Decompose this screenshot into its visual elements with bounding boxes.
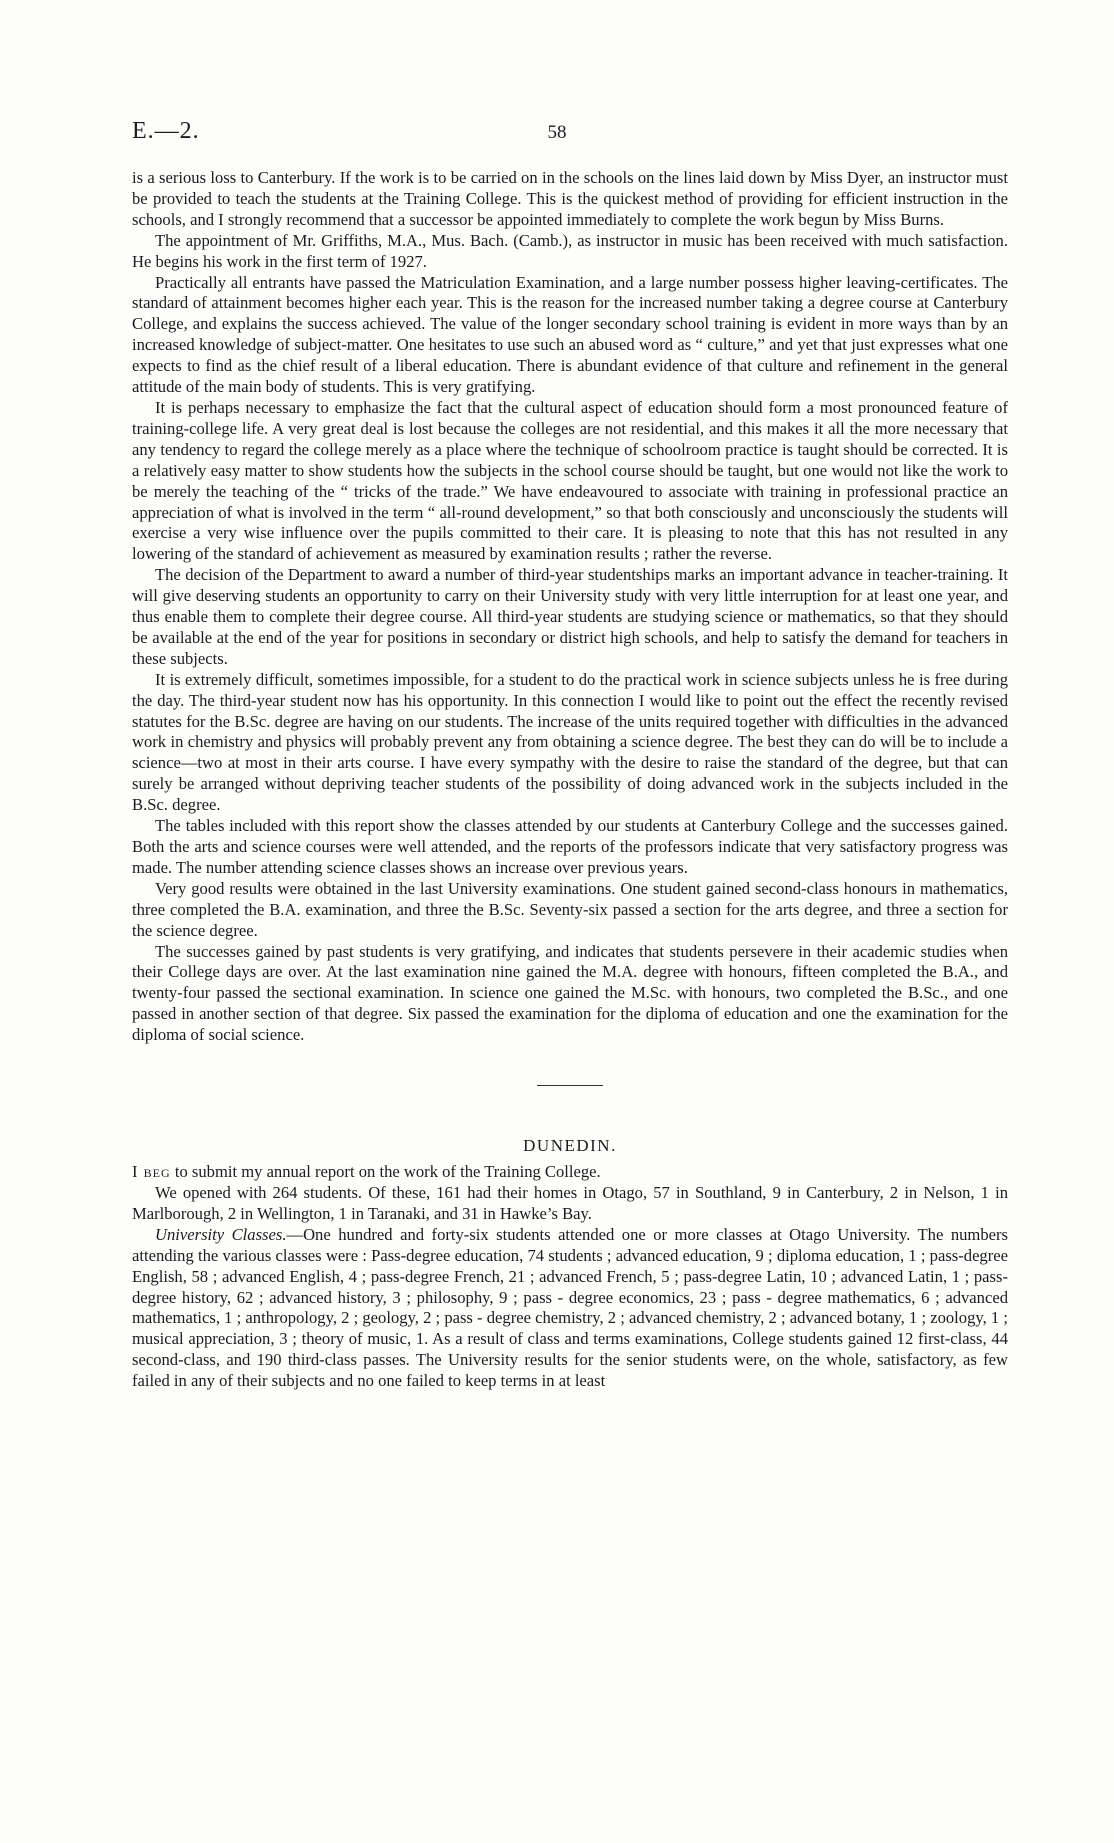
- paragraph: is a serious loss to Canterbury. If the work is to be carried on in the schools on the lines laid down by Miss Dyer, an instructor must be provided to teach the students at the Training College. This is the quickest method of providing for efficient instruction in the schools, and I strongly recommend that a successor be appointed immediately to complete the work begun by Miss Burns.: [132, 168, 1008, 229]
- page-number: 58: [547, 122, 567, 143]
- document-reference: E.—2.: [132, 118, 200, 144]
- section-heading: DUNEDIN.: [523, 1136, 617, 1156]
- page-body: [132, 168, 1008, 1392]
- paragraph: It is perhaps necessary to emphasize the fact that the cultural aspect of education should form a most pronounced feature of training-college life. A very great deal is lost because the colleges are not residential, and this makes it all the more necessary that any tendency to regard the college merely as a place where the technique of schoolroom practice is taught should be corrected. It is a relatively easy matter to show students how the subjects in the school course should be taught, but one would not like the work to be merely the teaching of the “ tricks of the trade.” We have endeavoured to associate with training in professional practice an appreciation of what is involved in the term “ all-round development,” so that both consciously and unconsciously the students will exercise a very wise influence over the pupils committed to their care. It is pleasing to note that this has not resulted in any lowering of the standard of achievement as measured by examination results ; rather the reverse.: [132, 397, 1008, 564]
- subheading: University Classes.: [155, 1224, 287, 1244]
- paragraph: Practically all entrants have passed the Matriculation Examination, and a large number possess higher leaving-certificates. The standard of attainment becomes higher each year. This is the reason for the increased number taking a degree course at Canterbury College, and explains the success achieved. The value of the longer secondary school training is evident in more ways than by an increased knowledge of subject-matter. One hesitates to use such an abused word as “ culture,” and yet that just expresses what one expects to find as the chief result of a liberal education. There is abundant evidence of that culture and refinement in the general attitude of the main body of students. This is very gratifying.: [132, 272, 1008, 397]
- paragraph: The decision of the Department to award a number of third-year studentships marks an important advance in teacher-training. It will give deserving students an opportunity to carry on their University study with very little interruption for at least one year, and thus enable them to complete their degree course. All third-year students are studying science or mathematics, so that they should be available at the end of the year for positions in secondary or district high schools, and help to satisfy the demand for teachers in these subjects.: [132, 565, 1008, 668]
- paragraph-text: to submit my annual report on the work of the Training College.: [170, 1162, 601, 1182]
- paragraph-text: —One hundred and forty-six students attended one or more classes at Otago University. The numbers attending the various classes were : Pass-degree education, 74 students ; advanced education, 9 ; diploma education, 1 ; pass-degree English, 58 ; advanced English, 4 ; pass-degree French, 21 ; advanced French, 5 ; pass-degree Latin, 10 ; advanced Latin, 1 ; pass-degree history, 62 ; advanced history, 3 ; philosophy, 9 ; pass - degree economics, 23 ; pass - degree mathematics, 6 ; advanced mathematics, 1 ; anthropology, 2 ; geology, 2 ; pass - degree chemistry, 2 ; advanced chemistry, 2 ; advanced botany, 1 ; zoology, 1 ; musical appreciation, 3 ; theory of music, 1. As a result of class and terms examinations, College students gained 12 first-class, 44 second-class, and 190 third-class passes. The University results for the senior students were, on the whole, satisfactory, as few failed in any of their subjects and no one failed to keep terms in at least: [132, 1224, 1008, 1391]
- paragraph: [132, 1162, 1008, 1183]
- page-header: [132, 118, 982, 158]
- paragraph: The tables included with this report show the classes attended by our students at Canterbury College and the successes gained. Both the arts and science courses were well attended, and the reports of the professors indicate that very satisfactory progress was made. The number attending science classes shows an increase over previous years.: [132, 816, 1008, 877]
- opening-words: I beg: [132, 1162, 171, 1182]
- paragraph: The successes gained by past students is very gratifying, and indicates that students persevere in their academic studies when their College days are over. At the last examination nine gained the M.A. degree with honours, fifteen completed the B.A., and twenty-four passed the sectional examination. In science one gained the M.Sc. with honours, two completed the B.Sc., and one passed in another section of that degree. Six passed the examination for the diploma of education and one the examination for the diploma of social science.: [132, 941, 1008, 1045]
- section-divider: [537, 1085, 603, 1086]
- paragraph: It is extremely difficult, sometimes impossible, for a student to do the practical work in science subjects unless he is free during the day. The third-year student now has his opportunity. In this connection I would like to point out the effect the recently revised statutes for the B.Sc. degree are having on our students. The increase of the units required together with difficulties in the advanced work in chemistry and physics will probably prevent any from obtaining a science degree. The best they can do will be to include a science—two at most in their arts course. I have every sympathy with the desire to raise the standard of the degree, but that can surely be arranged without depriving teacher students of the possibility of doing advanced work in the subjects included in the B.Sc. degree.: [132, 669, 1008, 815]
- paragraph: Very good results were obtained in the last University examinations. One student gained second-class honours in mathematics, three completed the B.A. examination, and three the B.Sc. Seventy-six passed a section for the arts degree, and three a section for the science degree.: [132, 878, 1008, 940]
- paragraph: We opened with 264 students. Of these, 161 had their homes in Otago, 57 in Southland, 9 in Canterbury, 2 in Nelson, 1 in Marlborough, 2 in Wellington, 1 in Taranaki, and 31 in Hawke’s Bay.: [132, 1182, 1008, 1223]
- paragraph: [132, 1225, 1008, 1392]
- paragraph: The appointment of Mr. Griffiths, M.A., Mus. Bach. (Camb.), as instructor in music has been received with much satisfaction. He begins his work in the first term of 1927.: [132, 230, 1008, 271]
